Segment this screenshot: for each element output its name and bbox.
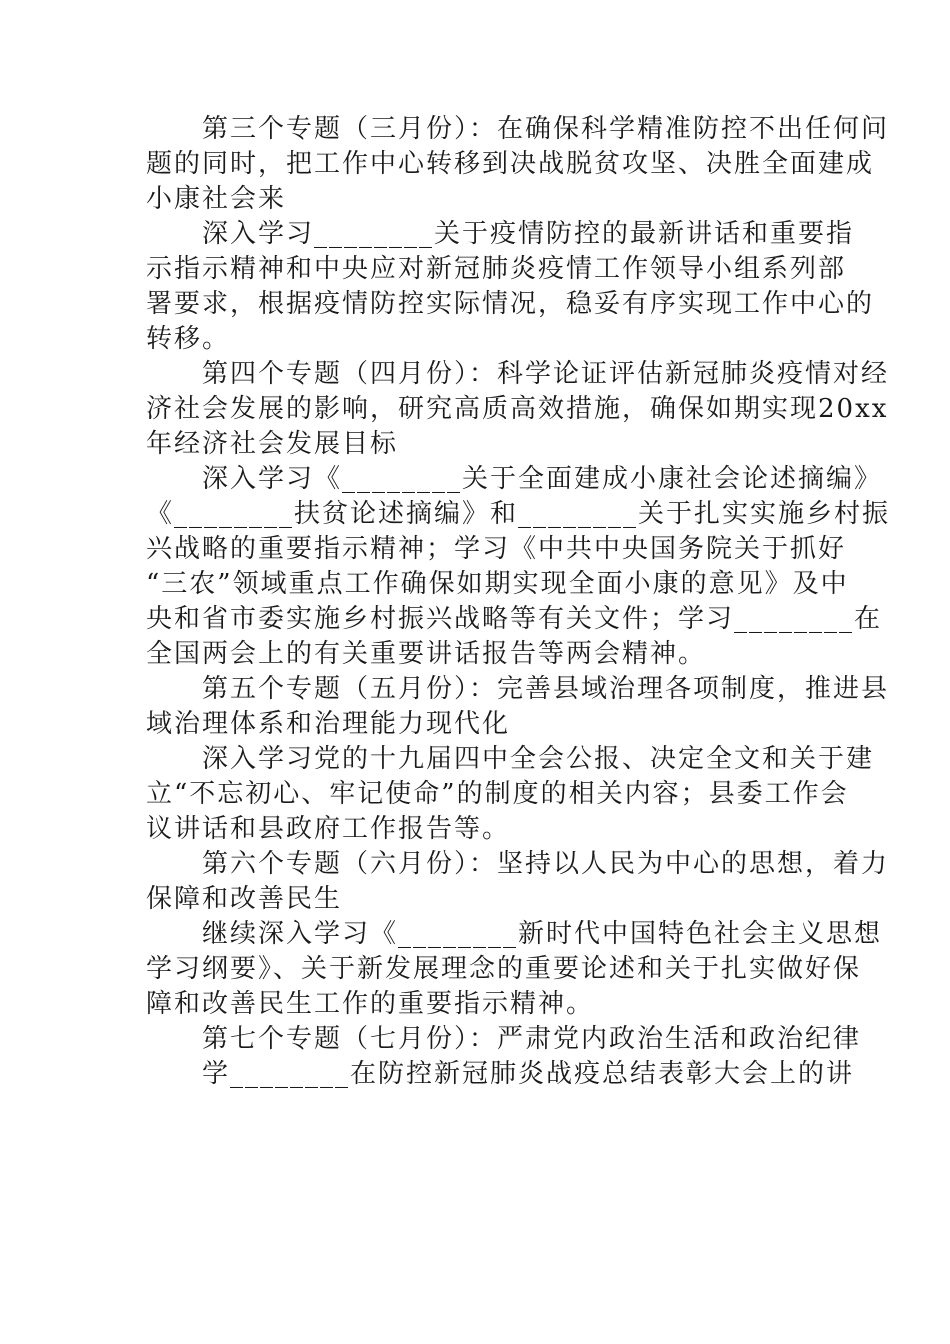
text-line: 保障和改善民生	[146, 884, 343, 914]
text-line: 学习纲要》、关于新发展理念的重要论述和关于扎实做好保	[146, 954, 862, 984]
text-line: 第四个专题（四月份）：科学论证评估新冠肺炎疫情对经	[202, 359, 890, 389]
text-line: 全国两会上的有关重要讲话报告等两会精神。	[146, 639, 707, 669]
text-line: 域治理体系和治理能力现代化	[146, 709, 511, 739]
text-line: 议讲话和县政府工作报告等。	[146, 814, 511, 844]
text-line: 深入学习________关于疫情防控的最新讲话和重要指	[202, 219, 855, 249]
paragraph	[146, 462, 891, 672]
text-line: 兴战略的重要指示精神；学习《中共中央国务院关于抓好	[146, 534, 847, 564]
text-line: 第三个专题（三月份）：在确保科学精准防控不出任何问	[202, 114, 890, 144]
text-line: 示指示精神和中央应对新冠肺炎疫情工作领导小组系列部	[146, 254, 847, 284]
text-line: 年经济社会发展目标	[146, 429, 399, 459]
text-line: 继续深入学习《________新时代中国特色社会主义思想	[202, 919, 883, 949]
paragraph	[146, 742, 875, 847]
paragraph	[146, 112, 890, 217]
text-line: 障和改善民生工作的重要指示精神。	[146, 989, 595, 1019]
text-line: 深入学习《________关于全面建成小康社会论述摘编》	[202, 464, 883, 494]
text-line: 小康社会来	[146, 184, 287, 214]
text-line: 深入学习党的十九届四中全会公报、决定全文和关于建	[202, 744, 875, 774]
paragraph	[146, 917, 883, 1022]
text-line: 济社会发展的影响，研究高质高效措施，确保如期实现20xx	[146, 394, 889, 424]
text-line: 学________在防控新冠肺炎战疫总结表彰大会上的讲	[202, 1059, 855, 1089]
text-line: 《________扶贫论述摘编》和________关于扎实实施乡村振	[146, 499, 891, 529]
text-line: 立“不忘初心、牢记使命”的制度的相关内容；县委工作会	[146, 779, 849, 809]
text-line: 转移。	[146, 324, 231, 354]
text-line: 题的同时，把工作中心转移到决战脱贫攻坚、决胜全面建成	[146, 149, 875, 179]
text-line: 第五个专题（五月份）：完善县域治理各项制度，推进县	[202, 674, 890, 704]
paragraph	[146, 672, 890, 742]
text-line: “三农”领域重点工作确保如期实现全面小康的意见》及中	[146, 569, 849, 599]
paragraph	[146, 847, 890, 917]
text-line: 央和省市委实施乡村振兴战略等有关文件；学习________在	[146, 604, 883, 634]
text-line: 第七个专题（七月份）：严肃党内政治生活和政治纪律	[202, 1024, 862, 1054]
text-line: 署要求，根据疫情防控实际情况，稳妥有序实现工作中心的	[146, 289, 875, 319]
paragraph	[146, 217, 875, 357]
text-line: 第六个专题（六月份）：坚持以人民为中心的思想，着力	[202, 849, 890, 879]
paragraph	[146, 1022, 862, 1057]
document-body	[146, 112, 891, 1092]
paragraph	[146, 1057, 855, 1092]
paragraph	[146, 357, 890, 462]
